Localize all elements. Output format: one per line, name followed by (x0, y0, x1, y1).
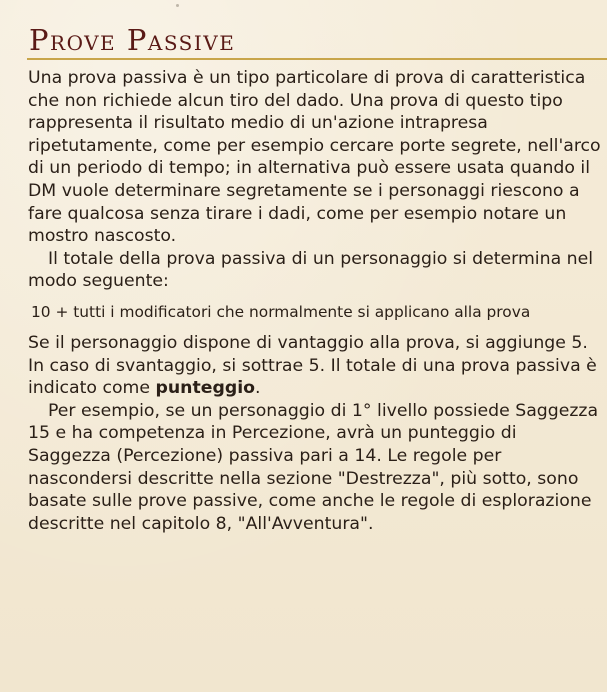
paragraph-advantage (28, 332, 603, 400)
heading-underline (27, 58, 607, 60)
passive-check-formula: 10 + tutti i modificatori che normalmente si applicano alla prova (31, 302, 531, 321)
paragraph-determination: Il totale della prova passiva di un personaggio si determina nel modo seguente: (28, 248, 594, 292)
dust-speck (176, 4, 179, 7)
section-heading: Prove Passive (29, 23, 236, 57)
paragraph-advantage-text: Se il personaggio dispone di vantaggio alla prova, si aggiunge 5. In caso di svantaggio, si sottrae 5. Il totale di una prova passiva è indicato come (28, 332, 597, 399)
paragraph-example: Per esempio, se un personaggio di 1° livello possiede Saggezza 15 e ha competenza in Percezione, avrà un punteggio di Saggezza (Percezione) passiva pari a 14. Le regole per nascondersi descritte nella sezione "Destrezza", più sotto, sono basate sulle prove passive, come anche le regole di esplorazione descritte nel capitolo 8, "All'Avventura". (28, 400, 599, 534)
paragraph-intro: Una prova passiva è un tipo particolare di prova di caratteristica che non richiede alcun tiro del dado. Una prova di questo tipo rappresenta il risultato medio di un'azione intrapresa ripetutamente, come per esempio cercare porte segrete, nell'arco di un periodo di tempo; in alternativa può essere usata quando il DM vuole determinare segretamente se i personaggi riescono a fare qualcosa senza tirare i dadi, come per esempio notare un mostro nascosto. (28, 68, 601, 247)
score-term: punteggio (155, 378, 255, 399)
body-text (28, 67, 603, 535)
paragraph-advantage-end: . (255, 378, 261, 399)
